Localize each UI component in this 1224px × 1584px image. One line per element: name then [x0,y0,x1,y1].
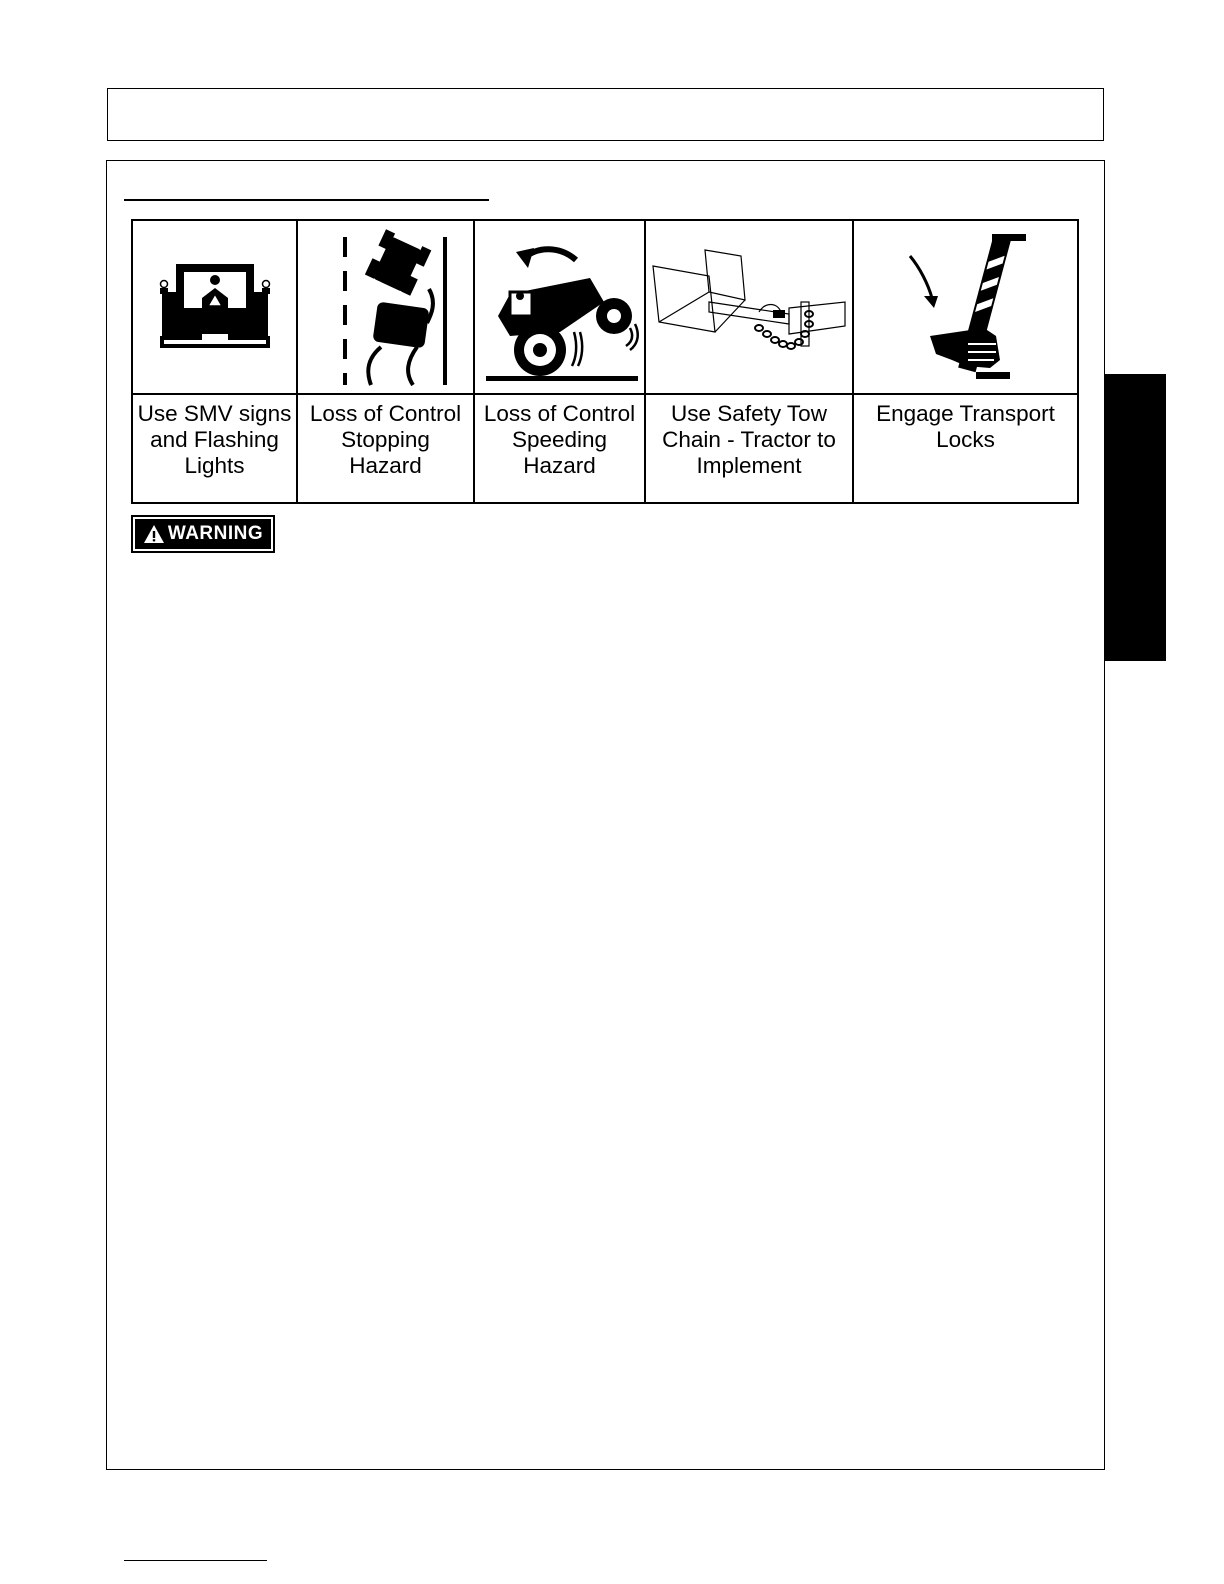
pictorial-cell-tow-chain [645,220,853,394]
caption-text: Loss of Control Speeding Hazard [483,401,636,478]
section-heading-rule [124,199,489,201]
pictorial-cell-smv [132,220,297,394]
transport-lock-icon [896,232,1036,382]
warning-label: WARNING [167,523,264,544]
pictorial-caption-smv [132,394,297,503]
caption-text: Engage Transport Locks [876,401,1055,452]
pictorial-caption-transport-lock [853,394,1078,503]
tow-chain-icon [649,242,849,372]
safety-pictorial-table [131,219,1079,504]
warning-triangle-icon [143,524,165,544]
footer-rule [124,1560,267,1561]
caption-text: Use SMV signs and Flashing Lights [137,401,292,478]
pictorial-cell-speeding [474,220,645,394]
pictorial-caption-stopping [297,394,474,503]
pictorial-cell-stopping [297,220,474,394]
caption-text: Use Safety Tow Chain - Tractor to Implement [662,401,836,478]
pictorial-caption-tow-chain [645,394,853,503]
warning-badge-inner [135,519,271,549]
pictorial-caption-speeding [474,394,645,503]
page-header-box [107,88,1104,141]
smv-sign-icon [150,262,280,352]
caption-text: Loss of Control Stopping Hazard [309,401,462,478]
warning-badge [131,515,275,553]
stopping-hazard-icon [321,227,451,387]
pictorial-cell-transport-lock [853,220,1078,394]
section-side-tab [1105,374,1166,661]
speeding-hazard-icon [480,232,640,382]
